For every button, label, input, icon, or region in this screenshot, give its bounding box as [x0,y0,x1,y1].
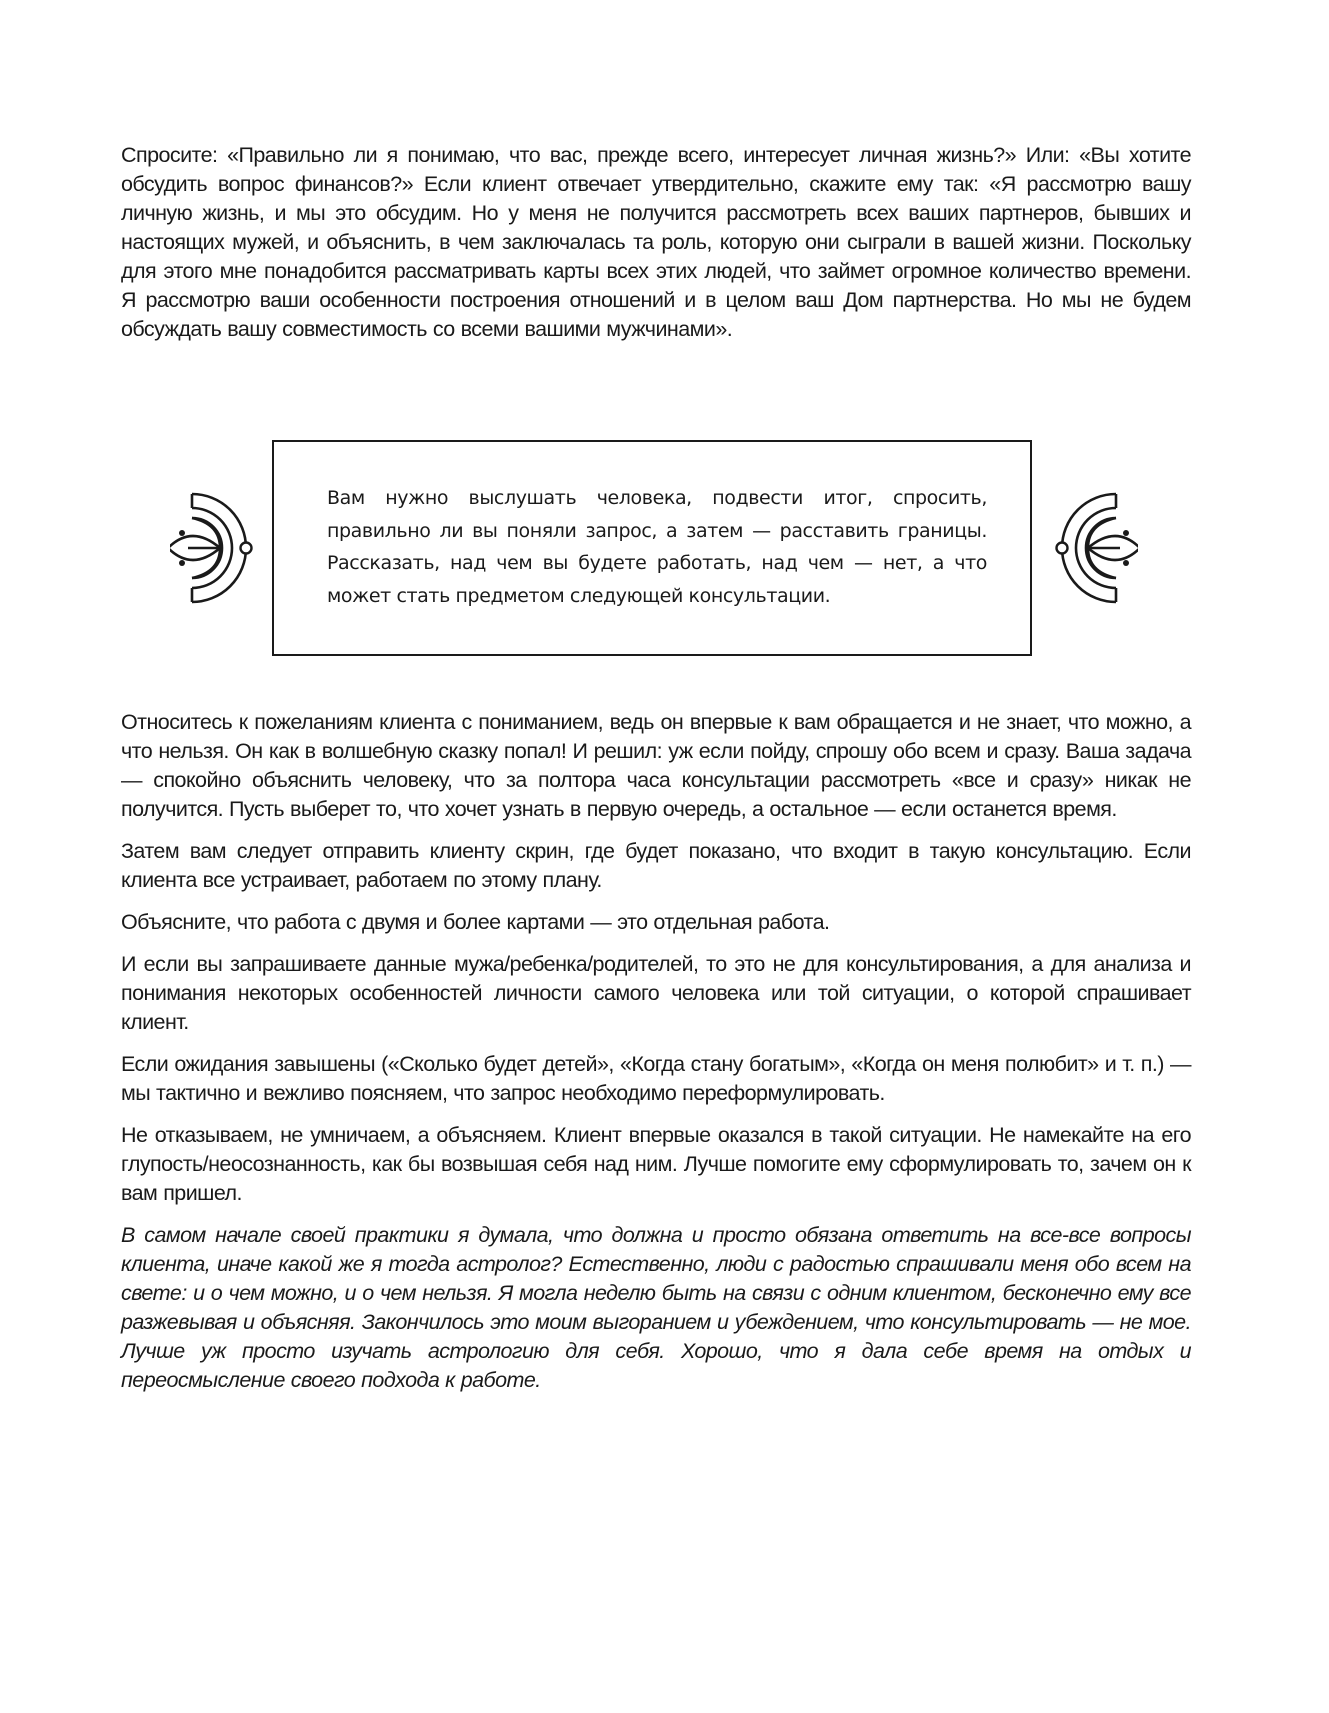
lotus-ornament-left-icon [170,488,260,608]
paragraph: Объясните, что работа с двумя и более картами — это отдельная работа. [121,910,830,934]
paragraph: Не отказываем, не умничаем, а объясняем. Клиент впервые оказался в такой ситуации. Не намекайте на его глупость/неосознанность, как бы возвышая себя над ним. Лучше помогите ему сформулировать то, зачем он к вам пришел. [121,1123,1191,1205]
paragraph: Затем вам следует отправить клиенту скрин, где будет показано, что входит в такую консультацию. Если клиента все устраивает, работаем по этому плану. [121,839,1191,892]
paragraph: Относитесь к пожеланиям клиента с пониманием, ведь он впервые к вам обращается и не знает, что можно, а что нельзя. Он как в волшебную сказку попал! И решил: уж если пойду, спрошу обо всем и сразу. Ваша задача — спокойно объяснить человеку, что за полтора часа консультации рассмотреть «все и сразу» никак не получится. Пусть выберет то, что хочет узнать в первую очередь, а остальное — если останется время. [121,710,1191,821]
bottom-text-block [121,708,1191,1408]
lotus-ornament-right-icon [1048,488,1138,608]
callout-box [272,440,1032,656]
callout-text: Вам нужно выслушать человека, подвести итог, спросить, правильно ли вы поняли запрос, а затем — расставить границы. Рассказать, над чем вы будете работать, над чем — нет, а что может стать предметом следующей консультации. [327,487,987,607]
italic-anecdote-paragraph: В самом начале своей практики я думала, что должна и просто обязана ответить на все-все вопросы клиента, иначе какой же я тогда астролог? Естественно, люди с радостью спрашивали меня обо всем на свете: и о чем можно, и о чем нельзя. Я могла неделю быть на связи с одним клиентом, бесконечно ему все разжевывая и объясняя. Закончилось это моим выгоранием и убеждением, что консультировать — не мое. Лучше уж просто изучать астрологию для себя. Хорошо, что я дала себе время на отдых и переосмысление своего подхода к работе. [121,1223,1191,1392]
top-text-block [121,141,1191,357]
paragraph: Спросите: «Правильно ли я понимаю, что вас, прежде всего, интересует личная жизнь?» Или: «Вы хотите обсудить вопрос финансов?» Если клиент отвечает утвердительно, скажите ему так: «Я рассмотрю вашу личную жизнь, и мы это обсудим. Но у меня не получится рассмотреть всех ваших партнеров, бывших и настоящих мужей, и объяснить, в чем заключалась та роль, которую они сыграли в вашей жизни. Поскольку для этого мне понадобится рассматривать карты всех этих людей, что займет огромное количество времени. Я рассмотрю ваши особенности построения отношений и в целом ваш Дом партнерства. Но мы не будем обсуждать вашу совместимость со всеми вашими мужчинами». [121,143,1191,341]
paragraph: Если ожидания завышены («Сколько будет детей», «Когда стану богатым», «Когда он меня полюбит» и т. п.) — мы тактично и вежливо поясняем, что запрос необходимо переформулировать. [121,1052,1191,1105]
paragraph: И если вы запрашиваете данные мужа/ребенка/родителей, то это не для консультирования, а для анализа и понимания некоторых особенностей личности самого человека или той ситуации, о которой спрашивает клиент. [121,952,1191,1034]
